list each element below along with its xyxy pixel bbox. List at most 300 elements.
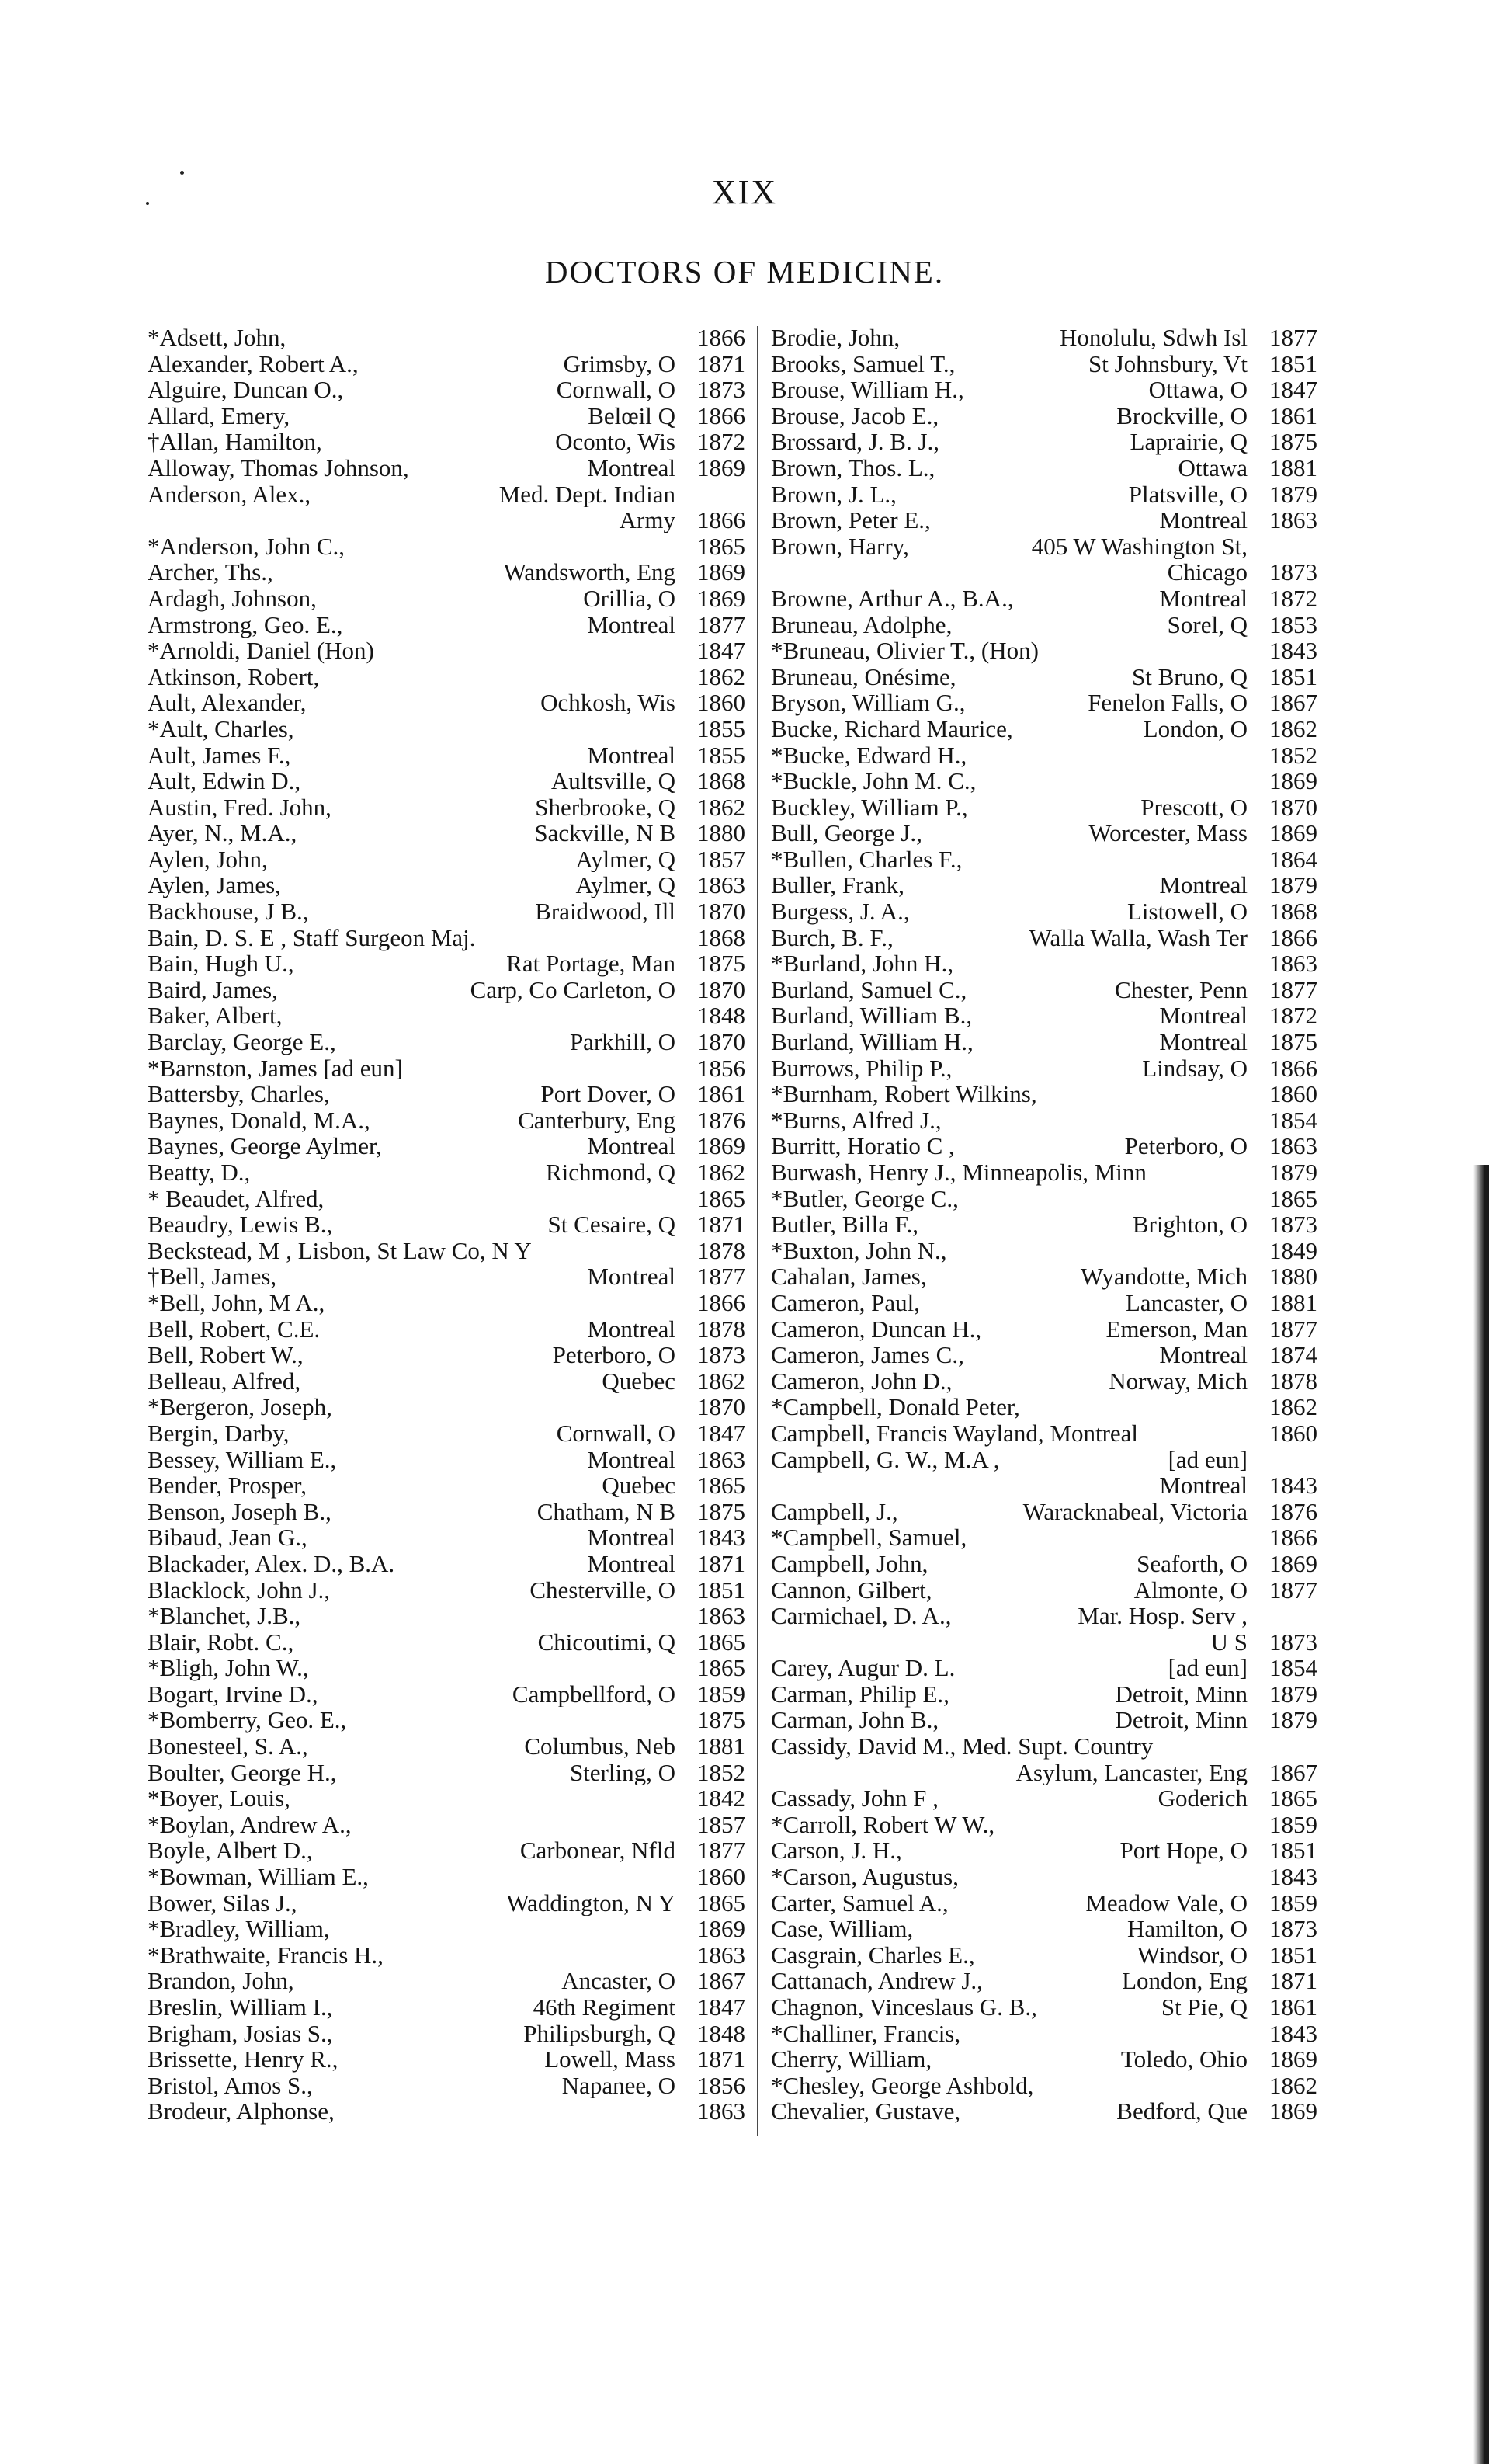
directory-entry xyxy=(771,1368,1317,1395)
directory-entry xyxy=(148,1290,745,1316)
entry-name: Cameron, James C., xyxy=(771,1341,964,1369)
entry-place xyxy=(1037,1081,1255,1107)
entry-name: *Bomberry, Geo. E., xyxy=(148,1706,347,1734)
entry-place: Montreal xyxy=(587,1263,675,1290)
entry-year: 1878 xyxy=(1269,1367,1317,1395)
entry-year: 1871 xyxy=(697,1211,745,1239)
entry-year: 1855 xyxy=(697,741,745,769)
entry-name: Blacklock, John J., xyxy=(148,1576,331,1604)
entry-place: Aylmer, Q xyxy=(575,872,675,899)
directory-entry xyxy=(148,1238,745,1264)
directory-entry xyxy=(148,794,745,821)
directory-entry xyxy=(148,586,745,612)
entry-name: Ayer, N., M.A., xyxy=(148,819,297,847)
entry-place: Richmond, Q xyxy=(545,1159,675,1186)
entry-name: Boulter, George H., xyxy=(148,1758,337,1786)
entry-place: Chesterville, O xyxy=(529,1576,675,1604)
directory-entry xyxy=(148,481,745,508)
entry-name: Brandon, John, xyxy=(148,1967,294,1995)
directory-entry xyxy=(148,742,745,769)
entry-name: Alguire, Duncan O., xyxy=(148,376,344,404)
entry-name: *Arnoldi, Daniel (Hon) xyxy=(148,637,374,665)
directory-entry xyxy=(771,429,1317,455)
entry-place: Cornwall, O xyxy=(556,1420,675,1447)
entry-place: Wandsworth, Eng xyxy=(503,559,675,586)
entry-name: Barclay, George E., xyxy=(148,1028,336,1056)
entry-place: Braidwood, Ill xyxy=(535,898,675,925)
entry-year: 1863 xyxy=(697,1941,745,1969)
entry-name: *Bell, John, M A., xyxy=(148,1288,325,1316)
entry-place xyxy=(947,1238,1256,1264)
entry-year: 1863 xyxy=(1269,1132,1317,1160)
directory-entry xyxy=(771,1029,1317,1055)
directory-entry xyxy=(771,1994,1317,2021)
directory-entry xyxy=(771,898,1317,925)
entry-year xyxy=(683,481,745,508)
entry-place: Fenelon Falls, O xyxy=(1088,690,1248,716)
entry-place xyxy=(976,768,1255,794)
entry-year: 1862 xyxy=(1269,2071,1317,2099)
entry-place xyxy=(330,1916,683,1942)
entry-place xyxy=(324,1186,683,1212)
entry-name: Allard, Emery, xyxy=(148,401,290,429)
entry-year: 1862 xyxy=(1269,714,1317,742)
entry-place: Montreal xyxy=(587,1446,675,1473)
entry-place: St Pie, Q xyxy=(1161,1994,1248,2021)
directory-entry xyxy=(771,351,1317,377)
directory-entry xyxy=(771,1681,1317,1708)
directory-entry xyxy=(771,1211,1317,1238)
directory-entry xyxy=(771,1577,1317,1604)
directory-entry xyxy=(148,1133,745,1159)
entry-name: Cassady, John F , xyxy=(771,1785,939,1812)
entry-place xyxy=(1033,2073,1255,2099)
entry-place: Belœil Q xyxy=(588,402,675,429)
entry-name: Beaudry, Lewis B., xyxy=(148,1211,333,1239)
entry-place xyxy=(309,1655,683,1681)
entry-name: Bibaud, Jean G., xyxy=(148,1524,307,1552)
entry-name: Aylen, James, xyxy=(148,871,281,899)
entry-name: Campbell, J., xyxy=(771,1497,898,1525)
directory-entry xyxy=(771,612,1317,638)
entry-year: 1875 xyxy=(697,1706,745,1734)
entry-name: Ault, James F., xyxy=(148,741,291,769)
directory-entry xyxy=(148,925,745,951)
entry-year: 1881 xyxy=(1269,454,1317,481)
entry-year: 1843 xyxy=(1269,2019,1317,2047)
directory-entry xyxy=(148,638,745,664)
entry-year: 1866 xyxy=(697,506,745,534)
entry-place: Army xyxy=(619,507,675,533)
directory-entry xyxy=(771,1159,1317,1186)
entry-name: *Burnham, Robert Wilkins, xyxy=(771,1080,1037,1108)
entry-name: Ardagh, Johnson, xyxy=(148,584,317,612)
directory-entry xyxy=(771,1968,1317,1994)
entry-year: 1875 xyxy=(697,1497,745,1525)
entry-year: 1870 xyxy=(1269,793,1317,821)
entry-name: Beckstead, M , Lisbon, St Law Co, N Y xyxy=(148,1236,532,1264)
entry-place: Montreal xyxy=(587,1524,675,1551)
entry-place xyxy=(959,1864,1255,1890)
entry-name: *Buckle, John M. C., xyxy=(771,767,977,795)
entry-year: 1864 xyxy=(1269,845,1317,873)
entry-name: Brown, Harry, xyxy=(771,532,909,560)
directory-entry xyxy=(148,1055,745,1082)
entry-place: Brighton, O xyxy=(1132,1211,1248,1238)
directory-entry xyxy=(148,1707,745,1733)
entry-place xyxy=(959,1186,1255,1212)
entry-year: 1873 xyxy=(697,376,745,404)
entry-place xyxy=(1147,1159,1255,1186)
left-column xyxy=(148,325,745,2125)
entry-year: 1871 xyxy=(697,1549,745,1577)
directory-entry xyxy=(148,664,745,690)
directory-entry xyxy=(771,1524,1317,1551)
entry-place xyxy=(374,638,683,664)
directory-entry xyxy=(771,377,1317,403)
entry-place xyxy=(1039,638,1255,664)
entry-name: Bell, Robert, C.E. xyxy=(148,1315,321,1343)
entry-place xyxy=(332,1394,683,1420)
entry-name: Carson, J. H., xyxy=(771,1837,902,1865)
directory-entry xyxy=(771,1707,1317,1733)
entry-year: 1852 xyxy=(697,1758,745,1786)
directory-entry xyxy=(771,1603,1317,1629)
entry-name: *Blanchet, J.B., xyxy=(148,1602,301,1630)
directory-entry xyxy=(771,950,1317,977)
entry-year: 1877 xyxy=(1269,324,1317,351)
directory-entry xyxy=(148,1447,745,1473)
entry-year: 1872 xyxy=(1269,584,1317,612)
entry-place: Quebec xyxy=(602,1368,675,1395)
entry-year: 1877 xyxy=(1269,975,1317,1003)
entry-place: Montreal xyxy=(1159,1342,1248,1368)
entry-year: 1879 xyxy=(1269,1706,1317,1734)
entry-name: Baird, James, xyxy=(148,975,278,1003)
entry-year: 1868 xyxy=(1269,898,1317,926)
entry-name: Burritt, Horatio C , xyxy=(771,1132,955,1160)
entry-place xyxy=(476,925,683,951)
entry-place: Port Hope, O xyxy=(1119,1837,1248,1865)
entry-name: Butler, Billa F., xyxy=(771,1211,919,1239)
entry-name: Brown, Thos. L., xyxy=(771,454,935,481)
entry-name: Cherry, William, xyxy=(771,2045,932,2073)
directory-entry xyxy=(771,1263,1317,1290)
entry-name: Backhouse, J B., xyxy=(148,898,309,926)
entry-place xyxy=(369,1864,683,1890)
entry-place xyxy=(1138,1420,1255,1447)
directory-entry xyxy=(148,1760,745,1786)
entry-year: 1870 xyxy=(697,898,745,926)
entry-name: *Burns, Alfred J., xyxy=(771,1106,942,1134)
entry-place: Philipsburgh, Q xyxy=(523,2020,675,2047)
entry-place xyxy=(335,2098,683,2125)
entry-name: *Bradley, William, xyxy=(148,1915,330,1943)
entry-place: Bedford, Que xyxy=(1116,2098,1248,2125)
entry-year: 1862 xyxy=(697,1159,745,1186)
entry-year xyxy=(1255,1733,1317,1760)
directory-entry xyxy=(148,1968,745,1994)
entry-name: Brouse, Jacob E., xyxy=(771,401,939,429)
entry-place xyxy=(994,1812,1255,1838)
entry-year: 1849 xyxy=(1269,1236,1317,1264)
directory-entry xyxy=(771,455,1317,481)
directory-entry xyxy=(771,1733,1317,1760)
entry-name: *Chesley, George Ashbold, xyxy=(771,2071,1034,2099)
entry-name: * Beaudet, Alfred, xyxy=(148,1184,325,1212)
entry-year: 1872 xyxy=(1269,1002,1317,1030)
entry-name: Archer, Ths., xyxy=(148,558,273,586)
directory-entry xyxy=(771,1186,1317,1212)
entry-year: 1863 xyxy=(697,1445,745,1473)
entry-name: *Bergeron, Joseph, xyxy=(148,1393,332,1421)
entry-place: St Cesaire, Q xyxy=(547,1211,675,1238)
entry-year: 1870 xyxy=(697,1393,745,1421)
entry-place: Mar. Hosp. Serv , xyxy=(1078,1603,1248,1629)
entry-place xyxy=(325,1290,683,1316)
entry-name: Alexander, Robert A., xyxy=(148,349,359,377)
entry-place xyxy=(1020,1394,1255,1420)
right-column xyxy=(771,325,1317,2125)
directory-entry xyxy=(148,559,745,586)
entry-name: Cahalan, James, xyxy=(771,1263,927,1291)
entry-year: 1862 xyxy=(697,793,745,821)
directory-entry xyxy=(148,872,745,898)
entry-year: 1859 xyxy=(1269,1889,1317,1917)
entry-place: Almonte, O xyxy=(1133,1576,1248,1604)
entry-year: 1871 xyxy=(697,349,745,377)
directory-entry xyxy=(148,1603,745,1629)
entry-name: Carman, Philip E., xyxy=(771,1680,949,1708)
entry-name: Buckley, William P., xyxy=(771,793,968,821)
entry-name: *Butler, George C., xyxy=(771,1184,959,1212)
entry-name: Bain, D. S. E , Staff Surgeon Maj. xyxy=(148,923,476,951)
entry-year: 1860 xyxy=(697,1863,745,1891)
entry-name: Cannon, Gilbert, xyxy=(771,1576,932,1604)
entry-year: 1876 xyxy=(697,1106,745,1134)
directory-entry xyxy=(771,1812,1317,1838)
entry-place xyxy=(384,1942,683,1969)
directory-entry xyxy=(771,481,1317,508)
entry-place: Chatham, N B xyxy=(536,1498,675,1525)
entry-place xyxy=(532,1238,683,1264)
entry-name: *Boyer, Louis, xyxy=(148,1785,290,1812)
entry-place: Prescott, O xyxy=(1140,794,1248,821)
directory-entry xyxy=(148,2073,745,2099)
entry-place xyxy=(1153,1733,1255,1760)
directory-entry xyxy=(148,429,745,455)
entry-place: Platsville, O xyxy=(1128,481,1248,508)
entry-name: Burland, William H., xyxy=(771,1028,974,1056)
directory-entry xyxy=(148,1472,745,1499)
directory-entry xyxy=(771,925,1317,951)
entry-name: *Boylan, Andrew A., xyxy=(148,1810,352,1838)
entry-name: Carter, Samuel A., xyxy=(771,1889,949,1917)
entry-place: Med. Dept. Indian xyxy=(498,481,675,508)
directory-entry xyxy=(148,768,745,794)
entry-name: Bull, George J., xyxy=(771,819,922,847)
entry-year: 1873 xyxy=(1269,1628,1317,1656)
entry-year: 1869 xyxy=(1269,2097,1317,2125)
directory-entry xyxy=(771,638,1317,664)
entry-year: 1853 xyxy=(1269,610,1317,638)
entry-year: 1851 xyxy=(1269,1837,1317,1865)
entry-place: Listowell, O xyxy=(1127,898,1248,925)
entry-year: 1881 xyxy=(697,1732,745,1760)
entry-year: 1878 xyxy=(697,1315,745,1343)
entry-place: Montreal xyxy=(1159,1003,1248,1030)
entry-place xyxy=(942,1107,1255,1134)
entry-year: 1874 xyxy=(1269,1341,1317,1369)
directory-entry xyxy=(148,455,745,481)
entry-place xyxy=(953,950,1255,977)
entry-place xyxy=(300,1603,683,1629)
page-title: DOCTORS OF MEDICINE. xyxy=(544,254,945,290)
entry-year: 1847 xyxy=(697,637,745,665)
entry-place: Ochkosh, Wis xyxy=(540,690,675,716)
entry-year: 1865 xyxy=(697,532,745,560)
directory-entry xyxy=(148,1003,745,1029)
entry-name: Cameron, Paul, xyxy=(771,1288,920,1316)
entry-year: 1842 xyxy=(697,1785,745,1812)
entry-place: Lancaster, O xyxy=(1125,1289,1248,1316)
directory-entry xyxy=(148,1655,745,1681)
directory-entry xyxy=(148,820,745,846)
entry-name: Bruneau, Adolphe, xyxy=(771,610,953,638)
entry-year: 1877 xyxy=(1269,1315,1317,1343)
entry-year: 1860 xyxy=(1269,1080,1317,1108)
directory-entry xyxy=(771,1447,1317,1473)
entry-place: Montreal xyxy=(587,1133,675,1159)
entry-place xyxy=(290,1785,683,1812)
directory-entry xyxy=(148,1942,745,1969)
entry-year: 1869 xyxy=(697,1132,745,1160)
directory-entry xyxy=(771,1003,1317,1029)
entry-year: 1869 xyxy=(1269,1549,1317,1577)
directory-entry xyxy=(148,1211,745,1238)
directory-entry xyxy=(148,325,745,351)
entry-year: 1862 xyxy=(1269,1393,1317,1421)
directory-entry xyxy=(148,898,745,925)
entry-year: 1871 xyxy=(1269,1967,1317,1995)
entry-name: Bruneau, Onésime, xyxy=(771,662,956,690)
entry-place: Peterboro, O xyxy=(552,1342,675,1368)
entry-place: Worcester, Mass xyxy=(1088,820,1248,846)
entry-place: Wyandotte, Mich xyxy=(1080,1263,1248,1290)
entry-place: Waracknabeal, Victoria xyxy=(1022,1498,1248,1525)
entry-year: 1865 xyxy=(697,1654,745,1682)
entry-place: Brockville, O xyxy=(1116,402,1248,429)
entry-name: Burland, Samuel C., xyxy=(771,975,967,1003)
directory-entry xyxy=(771,1133,1317,1159)
entry-place: Montreal xyxy=(587,1550,675,1577)
directory-entry xyxy=(771,1837,1317,1864)
entry-name: *Adsett, John, xyxy=(148,324,286,351)
entry-year: 1848 xyxy=(697,1002,745,1030)
entry-place: Toledo, Ohio xyxy=(1120,2046,1248,2073)
entry-year: 1873 xyxy=(1269,558,1317,586)
entry-place: Goderich xyxy=(1158,1785,1248,1812)
entry-place: Quebec xyxy=(602,1472,675,1499)
entry-name: Bower, Silas J., xyxy=(148,1889,297,1917)
entry-name: Anderson, Alex., xyxy=(148,480,311,508)
entry-year: 1866 xyxy=(697,1288,745,1316)
directory-entry xyxy=(771,1916,1317,1942)
directory-entry xyxy=(148,1994,745,2021)
entry-place: Carbonear, Nfld xyxy=(519,1837,675,1865)
entry-name: *Carson, Augustus, xyxy=(771,1863,959,1891)
entry-year: 1860 xyxy=(697,689,745,717)
entry-year: 1871 xyxy=(697,2045,745,2073)
directory-entry xyxy=(148,950,745,977)
directory-entry xyxy=(771,1055,1317,1082)
entry-year xyxy=(1255,533,1317,560)
entry-year: 1856 xyxy=(697,2071,745,2099)
entry-name: Belleau, Alfred, xyxy=(148,1367,301,1395)
entry-name: *Campbell, Samuel, xyxy=(771,1524,967,1552)
entry-name: Carey, Augur D. L. xyxy=(771,1654,956,1682)
entry-name: Bogart, Irvine D., xyxy=(148,1680,318,1708)
entry-name: Blackader, Alex. D., B.A. xyxy=(148,1549,395,1577)
entry-year: 1873 xyxy=(1269,1211,1317,1239)
entry-place: Windsor, O xyxy=(1137,1941,1248,1969)
entry-name: *Buxton, John N., xyxy=(771,1236,947,1264)
directory-entry xyxy=(771,794,1317,821)
directory-entry xyxy=(771,1394,1317,1420)
entry-name: *Barnston, James [ad eun] xyxy=(148,1054,403,1082)
entry-name: Boyle, Albert D., xyxy=(148,1837,313,1865)
entry-name: Baker, Albert, xyxy=(148,1002,283,1030)
directory-entry xyxy=(148,1316,745,1343)
entry-place: Hamilton, O xyxy=(1127,1916,1248,1942)
entry-place: Detroit, Minn xyxy=(1115,1707,1248,1734)
entry-year: 1869 xyxy=(697,558,745,586)
entry-place: Columbus, Neb xyxy=(524,1733,675,1760)
entry-name: *Carroll, Robert W W., xyxy=(771,1810,995,1838)
entry-year: 1843 xyxy=(1269,1863,1317,1891)
entry-place: Honolulu, Sdwh Isl xyxy=(1060,325,1248,351)
entry-place: Oconto, Wis xyxy=(555,429,675,455)
entry-year: 1863 xyxy=(1269,506,1317,534)
entry-place: Montreal xyxy=(587,611,675,638)
entry-name: Cameron, John D., xyxy=(771,1367,953,1395)
entry-place: Parkhill, O xyxy=(569,1029,675,1055)
entry-year: 1880 xyxy=(1269,1263,1317,1291)
entry-place: Orillia, O xyxy=(583,585,675,612)
entry-year: 1867 xyxy=(1269,689,1317,717)
entry-name: Bergin, Darby, xyxy=(148,1419,290,1447)
entry-year: 1866 xyxy=(697,324,745,351)
entry-name: Brouse, William H., xyxy=(771,376,964,404)
directory-entry xyxy=(771,1785,1317,1812)
column-divider xyxy=(757,326,758,2136)
entry-name: Ault, Edwin D., xyxy=(148,767,301,795)
entry-year: 1878 xyxy=(697,1236,745,1264)
directory-entry xyxy=(148,1420,745,1447)
directory-entry xyxy=(771,2073,1317,2099)
entry-place: Montreal xyxy=(1159,1472,1248,1499)
entry-year: 1862 xyxy=(697,662,745,690)
entry-place: 46th Regiment xyxy=(533,1994,675,2021)
directory-entry xyxy=(771,664,1317,690)
directory-entry xyxy=(148,1890,745,1917)
entry-year: 1879 xyxy=(1269,480,1317,508)
entry-year: 1875 xyxy=(1269,428,1317,456)
entry-name: Brossard, J. B. J., xyxy=(771,428,940,456)
directory-entry xyxy=(771,1655,1317,1681)
entry-place: 405 W Washington St, xyxy=(1031,533,1248,560)
entry-name: †Bell, James, xyxy=(148,1263,277,1291)
